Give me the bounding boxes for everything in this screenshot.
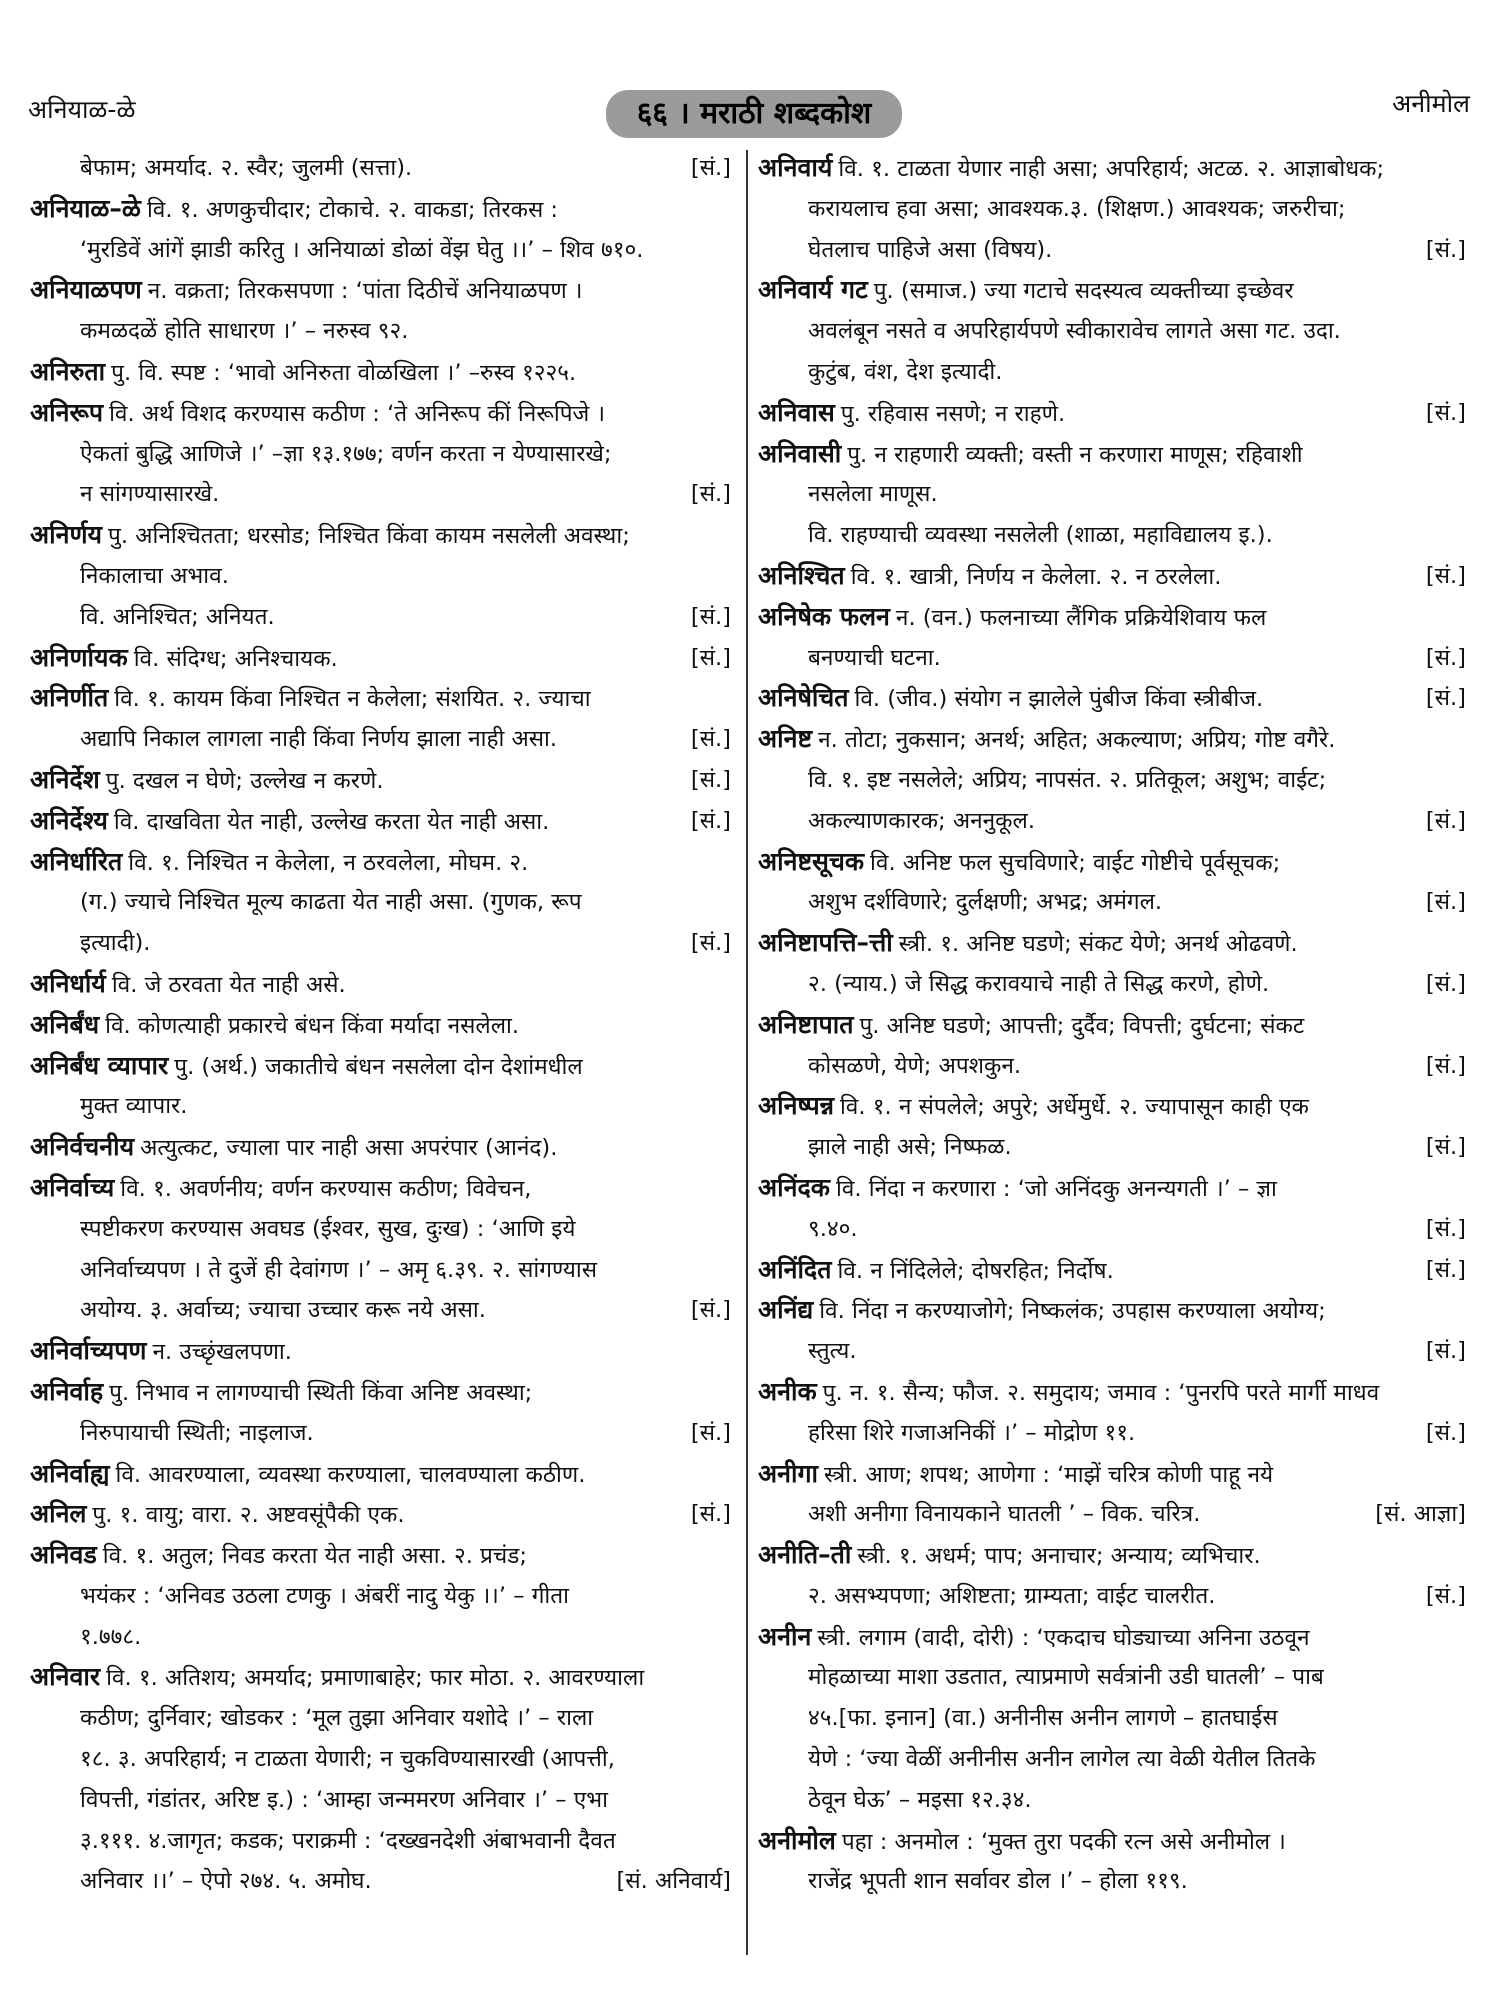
- definition-text: विपत्ती, गंडांतर, अरिष्ट इ.) : ‘आम्हा जन्ममरण अनिवार ।’ – एभा: [80, 1786, 608, 1813]
- dictionary-line: [758, 1576, 1470, 1617]
- headword: अनिवार्य: [758, 153, 833, 182]
- source-tag: [सं.]: [690, 155, 731, 181]
- headword: अनिल: [30, 1499, 87, 1529]
- definition-text: पु. वि. स्पष्ट : ‘भावो अनिरुता वोळखिला ।’ –रुस्व १२२५.: [111, 359, 577, 386]
- dictionary-line: [30, 556, 735, 597]
- definition-text: अयोग्य. ३. अर्वाच्य; ज्याचा उच्चार करू नये असा.: [80, 1297, 486, 1324]
- dictionary-line: [30, 189, 735, 230]
- source-tag: [सं.]: [1425, 685, 1466, 712]
- definition-text: बनण्याची घटना.: [808, 644, 941, 671]
- dictionary-line: [758, 1698, 1470, 1739]
- dictionary-line: [758, 1657, 1470, 1698]
- dictionary-line: [30, 1617, 735, 1658]
- source-tag: [सं.]: [1425, 1215, 1466, 1242]
- definition-text: १.७७८.: [80, 1623, 142, 1650]
- dictionary-line: [758, 1331, 1470, 1372]
- definition-text: वि. १. न संपलेले; अपुरे; अर्धेमुर्धे. २. ज्यापासून काही एक: [839, 1094, 1309, 1121]
- dictionary-line: [30, 230, 735, 271]
- definition-text: न सांगण्यासारखे.: [80, 481, 220, 508]
- source-tag: [सं.]: [690, 1297, 731, 1324]
- headword: अनिर्णीत: [30, 683, 109, 713]
- right-column: [758, 148, 1470, 1902]
- dictionary-line: [30, 1657, 735, 1698]
- dictionary-line: [758, 1454, 1470, 1495]
- dictionary-line: [30, 1086, 735, 1127]
- source-tag: [सं.]: [1425, 970, 1466, 997]
- definition-text: पु. रहिवास नसणे; न राहणे.: [840, 400, 1066, 427]
- definition-text: वि. निंदा न करण्याजोगे; निष्कलंक; उपहास करण्याला अयोग्य;: [819, 1298, 1326, 1325]
- definition-text: येणे : ‘ज्या वेळीं अनीनीस अनीन लागेल त्या वेळी येतील तितके: [808, 1746, 1316, 1773]
- dictionary-line: [758, 1086, 1470, 1127]
- definition-text: नसलेला माणूस.: [808, 481, 938, 508]
- dictionary-line: [758, 842, 1470, 883]
- dictionary-line: [30, 474, 735, 515]
- source-tag: [सं.]: [1425, 889, 1466, 916]
- headword: अनीन: [758, 1621, 812, 1651]
- dictionary-line: [758, 556, 1470, 597]
- headword: अनिष्टापात: [758, 1009, 854, 1039]
- dictionary-line: [758, 678, 1470, 719]
- headword: अनिर्देश: [30, 764, 100, 794]
- headword: अनिरूप: [30, 397, 104, 427]
- source-tag: [सं.]: [1425, 562, 1466, 589]
- dictionary-line: [30, 638, 735, 679]
- dictionary-line: [758, 1780, 1470, 1821]
- definition-text: अवलंबून नसते व अपरिहार्यपणे स्वीकारावेच लागते असा गट. उदा.: [808, 318, 1341, 345]
- definition-text: स्त्री. आण; शपथ; आणेगा : ‘माझें चरित्र कोणी पाहू नये: [824, 1461, 1274, 1488]
- dictionary-line: [30, 1576, 735, 1617]
- dictionary-line: [30, 1250, 735, 1291]
- dictionary-line: [758, 515, 1470, 556]
- source-tag: [सं.]: [1425, 1052, 1466, 1079]
- definition-text: पु. १. वायु; वारा. २. अष्टवसूंपैकी एक.: [92, 1502, 405, 1529]
- definition-text: २. असभ्यपणा; अशिष्टता; ग्राम्यता; वाईट चालरीत.: [808, 1582, 1216, 1609]
- dictionary-line: [758, 1290, 1470, 1331]
- dictionary-line: [30, 434, 735, 475]
- dictionary-line: [758, 882, 1470, 923]
- dictionary-line: [758, 1046, 1470, 1087]
- definition-text: झाले नाही असे; निष्फळ.: [808, 1134, 1012, 1161]
- dictionary-line: [30, 1780, 735, 1821]
- definition-text: वि. अनिष्ट फल सुचविणारे; वाईट गोष्टीचे पूर्वसूचक;: [870, 849, 1281, 876]
- definition-text: वि. १. टाळता येणार नाही असा; अपरिहार्य; अटळ. २. आज्ञाबोधक;: [838, 156, 1385, 182]
- headword: अनिष्टापत्ति–त्ती: [758, 928, 893, 958]
- source-tag: [सं.]: [690, 726, 731, 753]
- dictionary-line: [30, 1005, 735, 1046]
- headword: अनिष्ट: [758, 724, 813, 754]
- definition-text: करायलाच हवा असा; आवश्यक.३. (शिक्षण.) आवश्यक; जरुरीचा;: [808, 195, 1346, 222]
- definition-text: मोहळाच्या माशा उडतात, त्याप्रमाणे सर्वत्रांनी उडी घातली’ – पाब: [808, 1664, 1324, 1691]
- dictionary-line: [758, 638, 1470, 679]
- dictionary-line: [30, 1698, 735, 1739]
- headword: अनियाळपण: [30, 275, 142, 305]
- headword: अनिर्धार्य: [30, 968, 106, 998]
- definition-text: कठीण; दुर्निवार; खोडकर : ‘मूल तुझा अनिवार यशोदे ।’ – राला: [80, 1705, 594, 1732]
- definition-text: न. (वन.) फलनाच्या लैंगिक प्रक्रियेशिवाय फल: [895, 604, 1267, 631]
- dictionary-line: [30, 1046, 735, 1087]
- definition-text: वि. न निंदिलेले; दोषरहित; निर्दोष.: [837, 1257, 1114, 1284]
- dictionary-line: [30, 1739, 735, 1780]
- dictionary-line: [758, 352, 1470, 393]
- definition-text: वि. अर्थ विशद करण्यास कठीण : ‘ते अनिरूप कीं निरूपिजे ।: [109, 400, 606, 427]
- headword: अनिवासी: [758, 438, 842, 468]
- dictionary-line: [30, 923, 735, 964]
- dictionary-line: [30, 148, 735, 189]
- definition-text: अद्यापि निकाल लागला नाही किंवा निर्णय झाला नाही असा.: [80, 726, 558, 753]
- headword: अनिरुता: [30, 356, 106, 386]
- source-tag: [सं.]: [1425, 644, 1466, 671]
- headword: अनिष्पन्न: [758, 1091, 834, 1121]
- headword: अनिंदित: [758, 1254, 832, 1284]
- dictionary-line: [30, 964, 735, 1005]
- definition-text: स्त्री. १. अनिष्ट घडणे; संकट येणे; अनर्थ ओढवणे.: [898, 931, 1298, 958]
- headword: अनिर्वचनीय: [30, 1132, 135, 1162]
- headword: अनिश्चित: [758, 560, 845, 590]
- headword: अनीगा: [758, 1458, 819, 1488]
- dictionary-line: [758, 1413, 1470, 1454]
- dictionary-line: [30, 760, 735, 801]
- definition-text: निरुपायाची स्थिती; नाइलाज.: [80, 1419, 314, 1446]
- dictionary-line: [30, 597, 735, 638]
- dictionary-line: [758, 1372, 1470, 1413]
- source-tag: [सं.]: [1425, 807, 1466, 834]
- dictionary-line: [758, 801, 1470, 842]
- definition-text: अशी अनीगा विनायकाने घातली ’ – विक. चरित्र.: [808, 1501, 1201, 1528]
- headword: अनिषेक फलन: [758, 601, 890, 631]
- dictionary-line: [758, 1127, 1470, 1168]
- source-tag: [सं.]: [690, 481, 731, 508]
- definition-text: वि. १. अणकुचीदार; टोकाचे. २. वाकडा; तिरकस :: [146, 196, 559, 223]
- dictionary-line: [30, 1494, 735, 1535]
- definition-text: ३.१११. ४.जागृत; कडक; पराक्रमी : ‘दख्खनदेशी अंबाभवानी दैवत: [80, 1827, 616, 1854]
- definition-text: वि. राहण्याची व्यवस्था नसलेली (शाळा, महाविद्यालय इ.).: [808, 522, 1273, 549]
- headword: अनिर्णायक: [30, 642, 128, 672]
- source-tag: [सं.]: [1425, 1256, 1466, 1283]
- dictionary-line: [758, 1168, 1470, 1209]
- definition-text: अनिवार ।।’ – ऐपो २७४. ५. अमोघ.: [80, 1868, 372, 1895]
- headword: अनिर्बंध: [30, 1009, 100, 1039]
- definition-text: घेतलाच पाहिजे असा (विषय).: [808, 236, 1053, 263]
- definition-text: वि. कोणत्याही प्रकारचे बंधन किंवा मर्यादा नसलेला.: [105, 1012, 520, 1039]
- dictionary-line: [30, 1454, 735, 1495]
- dictionary-line: [758, 434, 1470, 475]
- definition-text: पु. दखल न घेणे; उल्लेख न करणे.: [105, 767, 384, 794]
- definition-text: (ग.) ज्याचे निश्चित मूल्य काढता येत नाही असा. (गुणक, रूप: [80, 889, 582, 916]
- definition-text: वि. १. इष्ट नसलेले; अप्रिय; नापसंत. २. प्रतिकूल; अशुभ; वाईट;: [808, 766, 1327, 793]
- source-tag: [सं.]: [690, 603, 731, 630]
- definition-text: ९.४०.: [808, 1215, 858, 1242]
- definition-text: न. उच्छृंखलपणा.: [152, 1339, 292, 1366]
- headword: अनिर्वाच्य: [30, 1172, 115, 1202]
- source-tag: [सं.]: [1425, 236, 1466, 263]
- definition-text: स्त्री. १. अधर्म; पाप; अनाचार; अन्याय; व्यभिचार.: [857, 1543, 1261, 1570]
- dictionary-line: [758, 1739, 1470, 1780]
- definition-text: अकल्याणकारक; अननुकूल.: [808, 807, 1036, 834]
- source-tag: [सं. आज्ञा]: [1375, 1501, 1466, 1528]
- headword: अनिर्देश्य: [30, 805, 108, 835]
- dictionary-line: [30, 882, 735, 923]
- left-column: [30, 148, 735, 1902]
- dictionary-line: [30, 393, 735, 434]
- definition-text: हरिसा शिरे गजाअनिकीं ।’ – मोद्रोण ११.: [808, 1419, 1136, 1446]
- definition-text: वि. दाखविता येत नाही, उल्लेख करता येत नाही असा.: [113, 808, 550, 835]
- definition-text: वि. १. अतुल; निवड करता येत नाही असा. २. प्रचंड;: [102, 1543, 527, 1570]
- dictionary-line: [758, 1617, 1470, 1658]
- definition-text: पहा : अनमोल : ‘मुक्त तुरा पदकी रत्न असे अनीमोल ।: [841, 1828, 1286, 1855]
- running-head-right: अनीमोल: [1392, 89, 1470, 118]
- dictionary-line: [758, 1250, 1470, 1291]
- definition-text: १८. ३. अपरिहार्य; न टाळता येणारी; न चुकविण्यासारखी (आपत्ती,: [80, 1746, 615, 1773]
- definition-text: अनिर्वाच्यपण । ते दुजें ही देवांगण ।’ – अमृ ६.३९. २. सांगण्यास: [80, 1256, 597, 1283]
- headword: अनिर्णय: [30, 520, 103, 550]
- headword: अनियाळ–ळे: [30, 193, 141, 223]
- definition-text: वि. १. अवर्णनीय; वर्णन करण्यास कठीण; विवेचन,: [120, 1175, 532, 1202]
- headword: अनिष्टसूचक: [758, 846, 865, 876]
- definition-text: पु. न राहणारी व्यक्ती; वस्ती न करणारा माणूस; रहिवाशी: [847, 441, 1303, 468]
- definition-text: वि. निंदा न करणारा : ‘जो अनिंदकु अनन्यगती ।’ – ज्ञा: [835, 1175, 1277, 1202]
- definition-text: पु. निभाव न लागण्याची स्थिती किंवा अनिष्ट अवस्था;: [109, 1379, 533, 1406]
- dictionary-line: [30, 842, 735, 883]
- definition-text: पु. न. १. सैन्य; फौज. २. समुदाय; जमाव : ‘पुनरपि परते मार्गी माधव: [822, 1379, 1380, 1406]
- definition-text: ‘मुरडिवें आंगें झाडी करितु । अनियाळां डोळां वेंझ घेतु ।।’ – शिव ७१०.: [80, 236, 644, 263]
- definition-text: वि. (जीव.) संयोग न झालेले पुंबीज किंवा स्त्रीबीज.: [854, 686, 1264, 713]
- dictionary-line: [758, 393, 1470, 434]
- dictionary-line: [30, 1290, 735, 1331]
- headword: अनिर्बंध व्यापार: [30, 1050, 169, 1080]
- dictionary-line: [30, 1821, 735, 1862]
- dictionary-line: [758, 270, 1470, 311]
- definition-text: वि. संदिग्ध; अनिश्चायक.: [133, 645, 338, 672]
- definition-text: न. वक्रता; तिरकसपणा : ‘पांता दिठीचें अनियाळपण ।: [147, 278, 583, 305]
- headword: अनिंदक: [758, 1172, 830, 1202]
- definition-text: स्पष्टीकरण करण्यास अवघड (ईश्वर, सुख, दुःख) : ‘आणि इये: [80, 1215, 576, 1242]
- source-tag: [सं.]: [690, 644, 731, 671]
- definition-text: इत्यादी).: [80, 930, 151, 957]
- source-tag: [सं. अनिवार्य]: [616, 1868, 731, 1895]
- dictionary-line: [758, 1209, 1470, 1250]
- dictionary-line: [30, 352, 735, 393]
- headword: अनिवड: [30, 1540, 97, 1570]
- dictionary-line: [758, 148, 1470, 189]
- source-tag: [सं.]: [1425, 1134, 1466, 1161]
- dictionary-line: [758, 923, 1470, 964]
- dictionary-line: [30, 270, 735, 311]
- headword: अनीक: [758, 1376, 817, 1406]
- dictionary-line: [758, 760, 1470, 801]
- headword: अनिर्वाह्य: [30, 1458, 110, 1488]
- definition-text: भयंकर : ‘अनिवड उठला टणकु । अंबरीं नादु येकु ।।’ – गीता: [80, 1582, 570, 1609]
- definition-text: बेफाम; अमर्याद. २. स्वैर; जुलमी (सत्ता).: [80, 155, 413, 181]
- column-divider: [746, 150, 748, 1955]
- definition-text: ठेवून घेऊ’ – मइसा १२.३४.: [808, 1786, 1032, 1813]
- dictionary-line: [758, 1535, 1470, 1576]
- dictionary-line: [30, 1331, 735, 1372]
- definition-text: कोसळणे, येणे; अपशकुन.: [808, 1052, 1022, 1079]
- definition-text: अशुभ दर्शविणारे; दुर्लक्षणी; अभद्र; अमंगल.: [808, 889, 1163, 916]
- definition-text: २. (न्याय.) जे सिद्ध करावयाचे नाही ते सिद्ध करणे, होणे.: [808, 970, 1270, 997]
- dictionary-line: [30, 1127, 735, 1168]
- definition-text: अत्युत्कट, ज्याला पार नाही असा अपरंपार (आनंद).: [140, 1135, 558, 1162]
- definition-text: वि. १. कायम किंवा निश्चित न केलेला; संशयित. २. ज्याचा: [114, 686, 591, 713]
- dictionary-line: [758, 597, 1470, 638]
- dictionary-line: [30, 1168, 735, 1209]
- headword: अनिवास: [758, 397, 835, 427]
- definition-text: राजेंद्र भूपती शान सर्वावर डोल ।’ – होला ११९.: [808, 1868, 1188, 1895]
- source-tag: [सं.]: [690, 1501, 731, 1528]
- definition-text: वि. १. अतिशय; अमर्याद; प्रमाणाबाहेर; फार मोठा. २. आवरण्याला: [106, 1665, 645, 1692]
- dictionary-line: [30, 1535, 735, 1576]
- headword: अनिवार: [30, 1662, 101, 1692]
- definition-text: कमळदळें होति साधारण ।’ – नरुस्व ९२.: [80, 318, 409, 345]
- headword: अनिर्वाच्यपण: [30, 1336, 147, 1366]
- definition-text: पु. (समाज.) ज्या गटाचे सदस्यत्व व्यक्तीच्या इच्छेवर: [873, 278, 1294, 305]
- definition-text: ४५.[फा. इनान] (वा.) अनीनीस अनीन लागणे – हातघाईस: [808, 1705, 1278, 1732]
- dictionary-line: [758, 1821, 1470, 1862]
- definition-text: निकालाचा अभाव.: [80, 562, 229, 589]
- dictionary-line: [758, 1005, 1470, 1046]
- headword: अनिर्धारित: [30, 846, 123, 876]
- dictionary-line: [30, 678, 735, 719]
- headword: अनिषेचित: [758, 683, 849, 713]
- definition-text: पु. अनिष्ट घडणे; आपत्ती; दुर्दैव; विपत्ती; दुर्घटना; संकट: [859, 1012, 1305, 1039]
- definition-text: वि. जे ठरवता येत नाही असे.: [111, 971, 346, 998]
- source-tag: [सं.]: [690, 1419, 731, 1446]
- dictionary-line: [758, 474, 1470, 515]
- dictionary-line: [30, 801, 735, 842]
- source-tag: [सं.]: [1425, 1419, 1466, 1446]
- definition-text: वि. १. खात्री, निर्णय न केलेला. २. न ठरलेला.: [850, 563, 1222, 590]
- definition-text: पु. अनिश्चितता; धरसोड; निश्चित किंवा कायम नसलेली अवस्था;: [108, 523, 630, 550]
- source-tag: [सं.]: [690, 930, 731, 957]
- source-tag: [सं.]: [690, 766, 731, 793]
- source-tag: [सं.]: [1425, 1338, 1466, 1365]
- definition-text: न. तोटा; नुकसान; अनर्थ; अहित; अकल्याण; अप्रिय; गोष्ट वगैरे.: [818, 727, 1336, 754]
- dictionary-line: [758, 719, 1470, 760]
- definition-text: वि. अनिश्चित; अनियत.: [80, 603, 275, 630]
- definition-text: पु. (अर्थ.) जकातीचे बंधन नसलेला दोन देशांमधील: [174, 1053, 583, 1080]
- headword: अनिर्वाह: [30, 1376, 104, 1406]
- definition-text: स्तुत्य.: [808, 1338, 857, 1365]
- dictionary-line: [30, 1413, 735, 1454]
- definition-text: मुक्त व्यापार.: [80, 1093, 188, 1120]
- definition-text: वि. १. निश्चित न केलेला, न ठरवलेला, मोघम. २.: [128, 849, 529, 876]
- headword: अनीमोल: [758, 1825, 836, 1855]
- dictionary-line: [758, 1861, 1470, 1902]
- source-tag: [सं.]: [1425, 399, 1466, 426]
- source-tag: [सं.]: [1425, 1582, 1466, 1609]
- dictionary-line: [30, 311, 735, 352]
- dictionary-line: [30, 1209, 735, 1250]
- dictionary-line: [758, 311, 1470, 352]
- headword: अनिवार्य गट: [758, 275, 868, 305]
- dictionary-line: [30, 1861, 735, 1902]
- dictionary-line: [30, 515, 735, 556]
- definition-text: स्त्री. लगाम (वादी, दोरी) : ‘एकदाच घोड्याच्या अनिना उठवून: [817, 1624, 1310, 1651]
- definition-text: कुटुंब, वंश, देश इत्यादी.: [808, 358, 1003, 385]
- dictionary-line: [758, 1494, 1470, 1535]
- definition-text: ऐकतां बुद्धि आणिजे ।’ –ज्ञा १३.१७७; वर्णन करता न येण्यासारखे;: [80, 440, 612, 467]
- dictionary-line: [758, 189, 1470, 230]
- source-tag: [सं.]: [690, 807, 731, 834]
- headword: अनिंद्य: [758, 1295, 814, 1325]
- page-title-banner: ६६ । मराठी शब्दकोश: [606, 90, 902, 138]
- definition-text: वि. आवरण्याला, व्यवस्था करण्याला, चालवण्याला कठीण.: [115, 1461, 586, 1488]
- dictionary-line: [30, 1372, 735, 1413]
- dictionary-line: [758, 230, 1470, 271]
- running-head-left: अनियाळ-ळे: [28, 95, 136, 124]
- headword: अनीति–ती: [758, 1540, 852, 1570]
- dictionary-line: [758, 964, 1470, 1005]
- dictionary-line: [30, 719, 735, 760]
